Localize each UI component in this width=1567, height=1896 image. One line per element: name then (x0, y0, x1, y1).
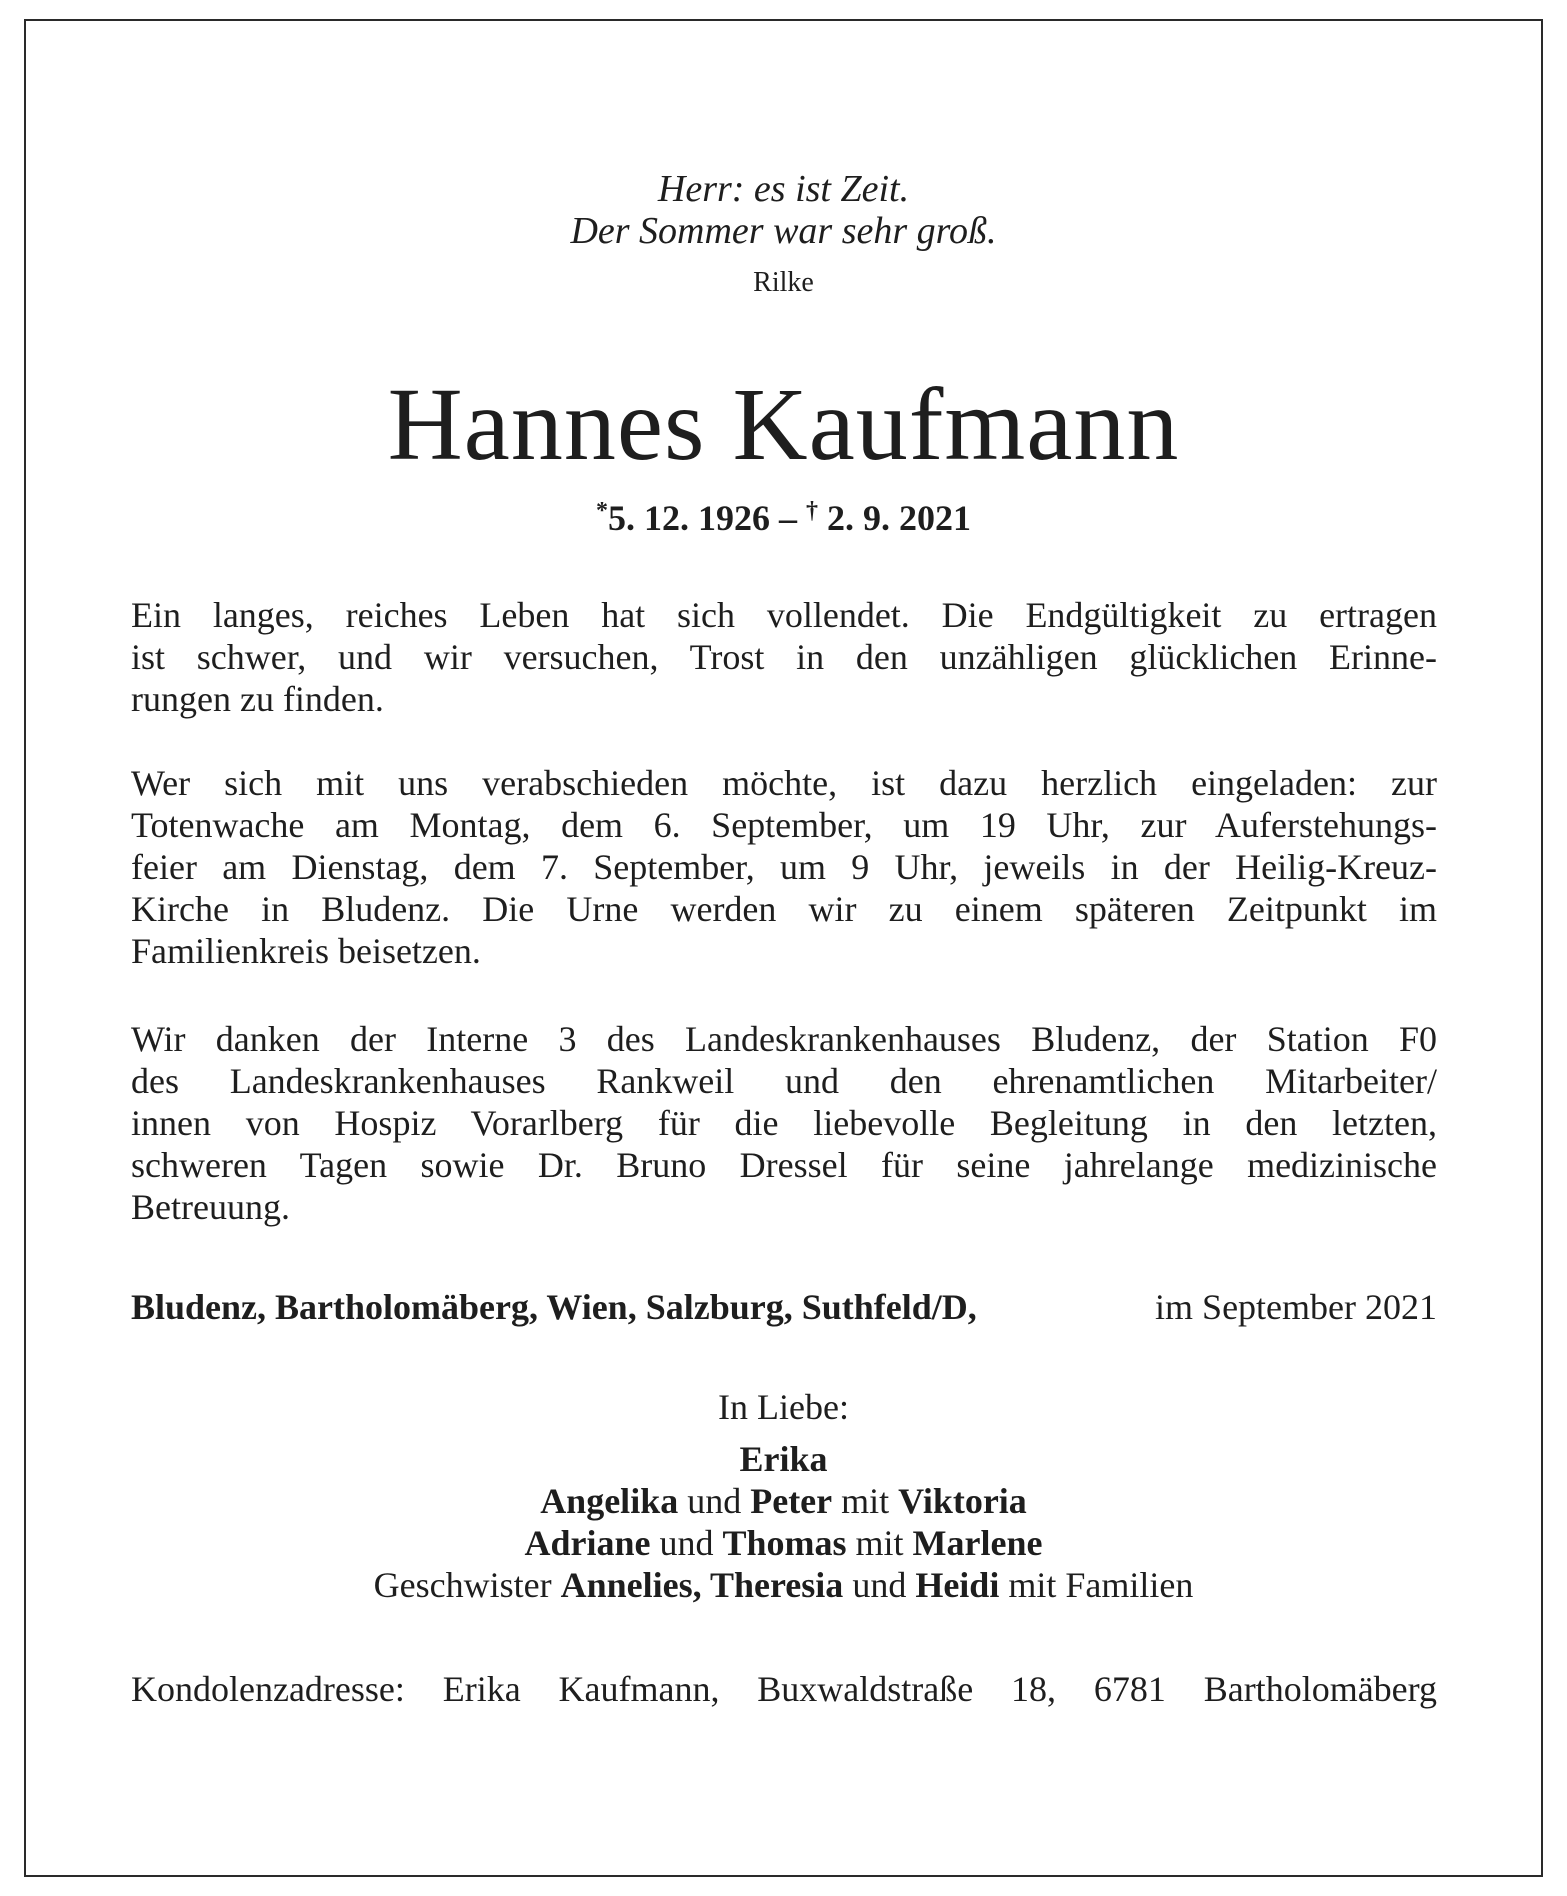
mourner-row (0, 1564, 1567, 1606)
paragraph-line: Wer sich mit uns verabschieden möchte, ist dazu herzlich eingeladen: zur (131, 763, 1437, 803)
date-separator: – (779, 498, 797, 538)
epigraph-author: Rilke (753, 267, 814, 298)
mourner-name: Peter (750, 1481, 833, 1521)
life-dates (0, 488, 1567, 541)
notice-date: im September 2021 (1155, 1287, 1437, 1327)
mourner-row (0, 1438, 1567, 1480)
paragraph-line: Wir danken der Interne 3 des Landeskrankenhauses Bludenz, der Station F0 (131, 1019, 1437, 1059)
paragraph-line: ist schwer, und wir versuchen, Trost in den unzähligen glücklichen Erinne- (131, 637, 1437, 677)
mourner-name: Adriane (524, 1523, 651, 1563)
birth-date: 5. 12. 1926 (608, 498, 770, 538)
paragraph-line: Totenwache am Montag, dem 6. September, um 19 Uhr, zur Auferstehungs- (131, 805, 1437, 845)
mourner-conjunction: mit (846, 1523, 913, 1563)
mourner-name: Angelika (540, 1481, 679, 1521)
mourner-conjunction: und (678, 1481, 751, 1521)
mourner-prefix: Geschwister (373, 1565, 561, 1605)
paragraph-line: feier am Dienstag, dem 7. September, um 9 Uhr, jeweils in der Heilig-Kreuz- (131, 847, 1437, 887)
deceased-name: Hannes Kaufmann (387, 367, 1180, 482)
paragraph-3 (131, 1018, 1437, 1228)
mourner-suffix: mit Familien (999, 1565, 1194, 1605)
mourner-name: Heidi (915, 1565, 1000, 1605)
mourner-conjunction: und (843, 1565, 916, 1605)
condolence-address: Kondolenzadresse: Erika Kaufmann, Buxwaldstraße 18, 6781 Bartholomäberg (131, 1669, 1437, 1709)
death-date: 2. 9. 2021 (827, 498, 971, 538)
mourner-name: Marlene (912, 1523, 1043, 1563)
mourners (0, 1386, 1567, 1606)
mourner-name: Erika (739, 1439, 828, 1479)
death-symbol: † (806, 498, 818, 524)
places-and-date (131, 1284, 1437, 1330)
places-list: Bludenz, Bartholomäberg, Wien, Salzburg, Suthfeld/D, (131, 1287, 977, 1327)
mourner-name: Viktoria (898, 1481, 1027, 1521)
paragraph-2 (131, 762, 1437, 972)
mourner-name: Thomas (722, 1523, 847, 1563)
mourner-conjunction: mit (832, 1481, 899, 1521)
paragraph-line: Betreuung. (131, 1187, 290, 1227)
paragraph-line: des Landeskrankenhauses Rankweil und den ehrenamtlichen Mitarbeiter/ (131, 1061, 1437, 1101)
epigraph-line-1: Herr: es ist Zeit. (657, 168, 910, 210)
paragraph-line: rungen zu finden. (131, 679, 384, 719)
paragraph-1 (131, 594, 1437, 720)
birth-symbol: * (596, 498, 608, 524)
paragraph-line: innen von Hospiz Vorarlberg für die liebevolle Begleitung in den letzten, (131, 1103, 1437, 1143)
mourner-row (0, 1480, 1567, 1522)
epigraph-line-2: Der Sommer war sehr groß. (570, 210, 997, 252)
paragraph-line: Kirche in Bludenz. Die Urne werden wir zu einem späteren Zeitpunkt im (131, 889, 1437, 929)
paragraph-line: schweren Tagen sowie Dr. Bruno Dressel für seine jahrelange medizinische (131, 1145, 1437, 1185)
mourner-row (0, 1522, 1567, 1564)
signoff-intro: In Liebe: (718, 1387, 849, 1427)
paragraph-line: Ein langes, reiches Leben hat sich vollendet. Die Endgültigkeit zu ertragen (131, 595, 1437, 635)
mourner-name: Annelies, Theresia (560, 1565, 844, 1605)
mourner-conjunction: und (650, 1523, 723, 1563)
paragraph-line: Familienkreis beisetzen. (131, 931, 481, 971)
epigraph (0, 168, 1567, 300)
